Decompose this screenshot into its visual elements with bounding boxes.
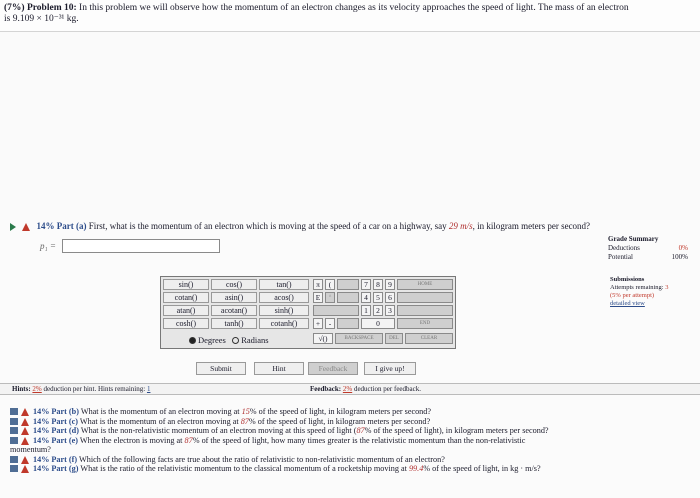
part-a-text-pre: First, what is the momentum of an electron which is moving at the speed of a car on a highway, say	[88, 221, 447, 231]
blank-key[interactable]	[337, 292, 359, 303]
part-c-value: 87	[240, 416, 249, 426]
seven-key[interactable]: 7	[361, 279, 371, 290]
problem-text: In this problem we will observe how the momentum of an electron changes as its velocity approaches the speed of light. The mass of an electron	[79, 3, 629, 13]
problem-prefix: (7%) Problem 10:	[4, 3, 77, 13]
deductions-value: 0%	[678, 244, 688, 252]
potential-label: Potential	[608, 253, 633, 261]
cotan-button[interactable]: cotan()	[163, 292, 209, 303]
attempts-label: Attempts remaining:	[610, 284, 664, 291]
sqrt-key[interactable]: √()	[313, 333, 333, 344]
potential-row	[608, 253, 688, 262]
pi-key[interactable]: π	[313, 279, 323, 290]
degrees-radio[interactable]	[189, 337, 196, 344]
e-key[interactable]: E	[313, 292, 323, 303]
part-a-label: 14% Part (a)	[36, 221, 87, 231]
end-key[interactable]: END	[397, 318, 453, 329]
nine-key[interactable]: 9	[385, 279, 395, 290]
paren-close-key[interactable]	[337, 279, 359, 290]
hints-description: deduction per hint. Hints remaining:	[43, 385, 146, 393]
blank-key-2[interactable]	[397, 292, 453, 303]
part-a-speed: 29 m/s	[448, 221, 473, 231]
electron-mass: is 9.109 × 10⁻³¹ kg.	[4, 14, 79, 24]
del-key[interactable]: DEL	[385, 333, 403, 344]
part-d-text-post: % of the speed of light), in kilogram meters per second?	[364, 426, 549, 435]
submit-button[interactable]: Submit	[196, 362, 246, 375]
deductions-label: Deductions	[608, 244, 640, 252]
warning-icon	[21, 408, 29, 416]
part-e-continuation: momentum?	[10, 445, 51, 454]
eight-key[interactable]: 8	[373, 279, 383, 290]
two-key[interactable]: 2	[373, 305, 383, 316]
hints-label: Hints:	[12, 385, 31, 393]
feedback-percent: 2%	[342, 385, 353, 393]
potential-value: 100%	[671, 253, 688, 261]
angle-mode	[189, 335, 269, 345]
four-key[interactable]: 4	[361, 292, 371, 303]
clear-key[interactable]: CLEAR	[405, 333, 453, 344]
part-d-value: 87	[356, 426, 365, 435]
part-f-text: Which of the following facts are true about the ratio of relativistic to non-relativistic momentum of an electron?	[79, 454, 445, 464]
checkbox-icon	[10, 437, 18, 444]
degrees-label: Degrees	[198, 335, 226, 345]
paren-key[interactable]: (	[325, 279, 335, 290]
submissions-title: Submissions	[610, 276, 645, 283]
part-c-label: 14% Part (c)	[33, 416, 79, 426]
part-e-text-pre: When the electron is moving at	[79, 435, 183, 445]
warning-icon	[21, 427, 29, 435]
play-icon[interactable]	[10, 223, 16, 231]
sin-button[interactable]: sin()	[163, 279, 209, 290]
blank-area	[0, 32, 700, 220]
blank-key-3[interactable]	[313, 305, 359, 316]
hints-percent: 2%	[32, 385, 42, 393]
part-d-text-pre: What is the non-relativistic momentum of an electron moving at this speed of light (	[80, 426, 357, 435]
caret-key[interactable]: ^	[325, 292, 335, 303]
sinh-button[interactable]: sinh()	[259, 305, 309, 316]
feedback-description: deduction per feedback.	[353, 385, 422, 393]
radians-label: Radians	[241, 335, 269, 345]
checkbox-icon	[10, 427, 18, 434]
part-d[interactable]	[10, 426, 700, 436]
checkbox-icon	[10, 408, 18, 415]
part-b-label: 14% Part (b)	[33, 407, 79, 416]
submissions-panel	[610, 276, 690, 308]
hints-info	[12, 384, 150, 394]
part-e-text-post: % of the speed of light, how many times greater is the relativistic momentum than the non-relativistic	[192, 435, 526, 445]
checkbox-icon	[10, 465, 18, 472]
deductions-row	[608, 244, 688, 253]
feedback-info	[310, 384, 421, 394]
give-up-button[interactable]: I give up!	[364, 362, 416, 375]
plus-key[interactable]: +	[313, 318, 323, 329]
part-e-value: 87	[184, 435, 193, 445]
cotanh-button[interactable]: cotanh()	[259, 318, 309, 329]
part-e-label: 14% Part (e)	[33, 435, 79, 445]
six-key[interactable]: 6	[385, 292, 395, 303]
three-key[interactable]: 3	[385, 305, 395, 316]
acos-button[interactable]: acos()	[259, 292, 309, 303]
tan-button[interactable]: tan()	[259, 279, 309, 290]
problem-statement	[0, 0, 700, 32]
part-g-label: 14% Part (g)	[33, 464, 79, 473]
answer-input[interactable]	[62, 239, 220, 253]
part-b-value: 15	[241, 407, 250, 416]
warning-icon	[22, 223, 30, 231]
feedback-label: Feedback:	[310, 385, 342, 393]
tanh-button[interactable]: tanh()	[211, 318, 257, 329]
part-g-text-post: % of the speed of light, in kg · m/s?	[423, 464, 541, 473]
asin-button[interactable]: asin()	[211, 292, 257, 303]
part-b[interactable]	[10, 407, 700, 417]
part-g-value: 99.4	[408, 464, 424, 473]
attempts-value: 3	[665, 284, 669, 291]
backspace-key[interactable]: BACKSPACE	[335, 333, 383, 344]
answer-variable-label: p₁ =	[40, 241, 56, 251]
part-c[interactable]	[10, 417, 700, 427]
cosh-button[interactable]: cosh()	[163, 318, 209, 329]
one-key[interactable]: 1	[361, 305, 371, 316]
checkbox-icon	[10, 418, 18, 425]
calculator	[160, 276, 456, 349]
warning-icon	[21, 465, 29, 473]
blank-key-5[interactable]	[337, 318, 359, 329]
warning-icon	[21, 456, 29, 464]
hints-feedback-bar	[0, 383, 700, 395]
part-d-label: 14% Part (d)	[33, 426, 79, 435]
radians-radio[interactable]	[232, 337, 239, 344]
part-f-label: 14% Part (f)	[33, 454, 78, 464]
per-attempt: (5% per attempt)	[610, 292, 655, 299]
warning-icon	[21, 437, 29, 445]
attempts-remaining	[610, 284, 690, 292]
cos-button[interactable]: cos()	[211, 279, 257, 290]
feedback-button[interactable]: Feedback	[308, 362, 358, 375]
part-a-text-post: , in kilogram meters per second?	[472, 221, 591, 231]
hint-button[interactable]: Hint	[254, 362, 304, 375]
part-g-text-pre: What is the ratio of the relativistic momentum to the classical momentum of a rocketship moving at	[80, 464, 407, 473]
blank-key-4[interactable]	[397, 305, 453, 316]
part-c-text-post: % of the speed of light, in kilogram meters per second?	[248, 416, 431, 426]
part-a-question	[10, 221, 590, 232]
minus-key[interactable]: -	[325, 318, 335, 329]
part-g[interactable]	[10, 464, 700, 474]
other-parts-list	[10, 407, 700, 474]
part-f[interactable]	[10, 455, 700, 465]
part-b-text-pre: What is the momentum of an electron moving at	[80, 407, 240, 416]
five-key[interactable]: 5	[373, 292, 383, 303]
home-key[interactable]: HOME	[397, 279, 453, 290]
hints-remaining: 1	[146, 385, 151, 393]
part-e[interactable]	[10, 436, 700, 446]
grade-summary	[608, 235, 688, 262]
warning-icon	[21, 418, 29, 426]
atan-button[interactable]: atan()	[163, 305, 209, 316]
detailed-view-link[interactable]: detailed view	[610, 300, 645, 307]
acotan-button[interactable]: acotan()	[211, 305, 257, 316]
grade-summary-title: Grade Summary	[608, 235, 659, 243]
part-b-text-post: % of the speed of light, in kilogram meters per second?	[249, 407, 432, 416]
checkbox-icon	[10, 456, 18, 463]
part-c-text-pre: What is the momentum of an electron moving at	[79, 416, 239, 426]
zero-key[interactable]: 0	[361, 318, 395, 329]
